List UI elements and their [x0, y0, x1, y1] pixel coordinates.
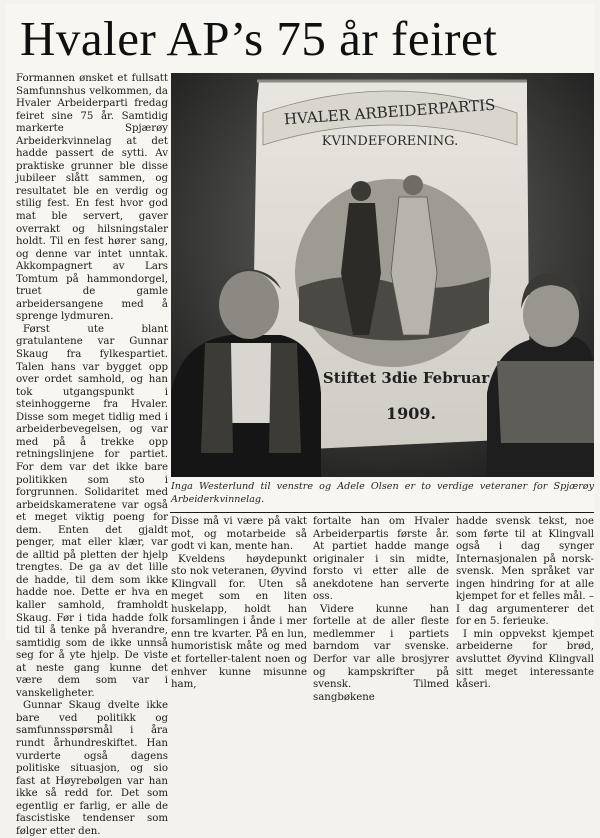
banner-title-line2: KVINDEFORENING. [321, 134, 459, 149]
photo-caption: Inga Westerlund til venstre og Adele Olsen er to verdige veteraner for Spjærøy Arbeiderkvinnelag. [171, 481, 594, 505]
banner-founded-text: Stiftet 3die Februar [322, 369, 490, 387]
paragraph: Gunnar Skaug dvelte ikke bare ved politikk og samfunnsspørsmål i åra rundt århundreskiftet. Han vurderte også dagens politiske situasjon, og sio fast at Høyrebølgen var han ikke så redd for. Det som egentlig er farlig, er alle de fascistiske tendenser som følger etter den. [16, 700, 168, 837]
woman-left-face [219, 271, 279, 339]
text-column-1 [16, 73, 168, 837]
banner-figure-right-head [403, 175, 423, 195]
article-photo [171, 73, 594, 477]
woman-left-vest-right [269, 343, 301, 453]
paragraph: Kveldens høydepunkt sto nok veteranen, Øyvind Klingvall for. Uten så meget som en liten huskelapp, holdt han forsamlingen i ånde i mer enn tre kvarter. På en lun, humoristisk måte og med et forteller-talent noen og enhver kunne misunne ham, [171, 553, 307, 691]
text-column-2 [171, 516, 307, 691]
woman-right-dress [497, 361, 594, 443]
text-column-4 [456, 516, 594, 691]
article-headline: Hvaler AP’s 75 år feiret [20, 11, 498, 66]
woman-left-vest-left [201, 343, 233, 453]
caption-divider [170, 512, 594, 513]
paragraph: Først ute blant gratulantene var Gunnar Skaug fra fylkespartiet. Talen hans var bygget opp over ordet samhold, og han tok utgangspunkt i steinhoggerne fra Hvaler. Disse som meget tidlig med i arbeiderbevegelsen, og var med på å trekke opp retningslinjene for partiet. For dem var det ikke bare politikken som sto i forgrunnen. Solidaritet med arbeidskameratene var også et meget viktig poeng for dem. Enten det gjaldt penger, mat eller klær, var de alltid på pletten der hjelp trengtes. De ga av det lille de hadde, til dem som ikke hadde noe. Dette er hva en kaller samhold, framholdt Skaug. Før i tida hadde folk tid til å tenke på hverandre, samtidig som de ikke unnså seg for å yte hjelp. De viste at neste gang kunne det være dem som var i vanskeligheter. [16, 323, 168, 699]
paragraph: Disse må vi være på vakt mot, og motarbeide så godt vi kan, mente han. [171, 516, 307, 553]
paragraph: I min oppvekst kjempet arbeiderne for brød, avsluttet Øyvind Klingvall sitt meget interessante kåseri. [456, 628, 594, 691]
newspaper-clipping [6, 4, 594, 837]
paragraph: hadde svensk tekst, noe som førte til at Klingvall også i dag synger Internasjonalen på norsk-svensk. Men språket var ingen hindring for at alle kjempet for et felles mål. – I dag argumenterer det for en 5. ferieuke. [456, 516, 594, 628]
woman-right-face [523, 283, 579, 347]
paragraph: fortalte han om Hvaler Arbeiderpartis første år. At partiet hadde mange originaler i sin midte, forsto vi etter alle de anekdotene han serverte oss. [313, 516, 449, 603]
photo-illustration [171, 73, 594, 477]
paragraph: Videre kunne han fortelle at de aller fleste medlemmer i partiets barndom var svenske. Derfor var alle brosjyrer og kampskrifter på svensk. Tilmed sangbøkene [313, 603, 449, 703]
text-column-3 [313, 516, 449, 703]
banner-figure-left-head [351, 181, 371, 201]
banner-year-text: 1909. [385, 404, 437, 423]
banner-title-line1: HVALER ARBEIDERPARTIS [283, 95, 496, 129]
paragraph: Formannen ønsket et fullsatt Samfunnshus velkommen, da Hvaler Arbeiderparti fredag feiret sine 75 år. Samtidig markerte Spjærøy Arbeiderkvinnelag at det hadde passert de sytti. Av praktiske grunner ble disse jubileer slått sammen, og resultatet ble en verdig og stilig fest. En fest hvor god mat ble servert, gaver overrakt og hilsningstaler holdt. Til en fest hører sang, og denne var intet unntak. Akkompagnert av Lars Tomtum på hammondorgel, truet de gamle arbeidersangene med å sprenge lydmuren. [16, 73, 168, 323]
